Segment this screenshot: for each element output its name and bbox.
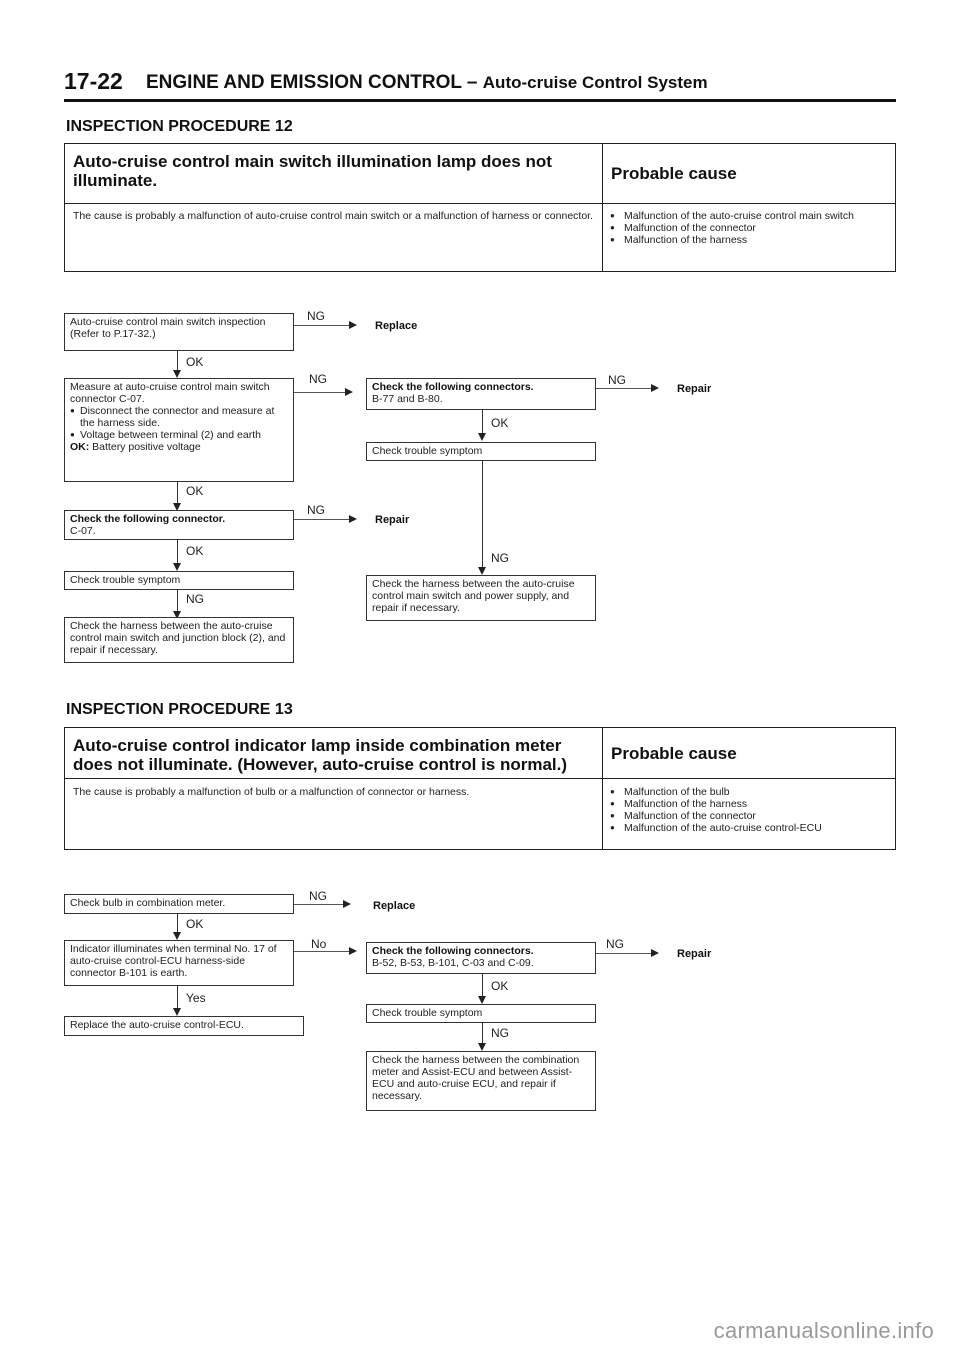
procedure-12-cause-list (610, 210, 890, 246)
arrow-down-icon (173, 932, 181, 940)
flow-connector (177, 590, 178, 612)
flow12-step1-ok-label: OK (186, 355, 204, 369)
flow13-right1-title: Check the following connectors. (372, 945, 534, 957)
procedure-13-symptom: Auto-cruise control indicator lamp inside combination meter does not illuminate. (However, auto-cruise control is normal.) (73, 736, 568, 774)
flow-connector (294, 392, 346, 393)
flow13-step3-box: Replace the auto-cruise control-ECU. (64, 1016, 304, 1036)
flow13-step2-no-label: No (311, 937, 327, 951)
page-number: 17-22 (64, 68, 123, 94)
flow12-right1-detail: B-77 and B-80. (372, 393, 443, 405)
flow12-step3-ng-label: NG (307, 503, 325, 517)
flow12-right3-box: Check the harness between the auto-cruise control main switch and power supply, and repair if necessary. (366, 575, 596, 621)
flow13-right2-box: Check trouble symptom (366, 1004, 596, 1023)
cause-item: ● Malfunction of the harness (610, 234, 890, 246)
flow12-step2-ok-label: OK (186, 484, 204, 498)
flow12-right2-box: Check trouble symptom (366, 442, 596, 461)
header-rule (64, 99, 896, 102)
flow13-right1-ng-label: NG (606, 937, 624, 951)
cause-item: ● Malfunction of the auto-cruise control main switch (610, 210, 890, 222)
cause-item: ● Malfunction of the harness (610, 798, 890, 810)
flow-connector (177, 986, 178, 1010)
title-separator: – (466, 72, 478, 93)
cause-item: ● Malfunction of the bulb (610, 786, 890, 798)
flow12-right1-box (366, 378, 596, 410)
ok-value: Battery positive voltage (92, 441, 201, 453)
flow12-step1-ng-label: NG (307, 309, 325, 323)
flow12-right1-ok-label: OK (491, 416, 509, 430)
flow13-right1-action: Repair (677, 948, 712, 960)
flow13-step1-box: Check bulb in combination meter. (64, 894, 294, 914)
flow-connector (482, 461, 483, 569)
arrow-down-icon (173, 563, 181, 571)
arrow-down-icon (478, 1043, 486, 1051)
arrow-down-icon (173, 370, 181, 378)
watermark: carmanualsonline.info (713, 1318, 934, 1343)
table-divider (65, 203, 895, 204)
page-title (146, 72, 708, 94)
arrow-right-icon (349, 321, 357, 329)
arrow-right-icon (343, 900, 351, 908)
flow-connector (294, 519, 350, 520)
flow-connector (294, 904, 344, 905)
procedure-12-probable-cause-heading: Probable cause (611, 164, 737, 183)
flow-connector (294, 951, 350, 952)
flow12-step2-bullet: ● Voltage between terminal (2) and earth (70, 429, 288, 441)
flow12-step5-box: Check the harness between the auto-cruise control main switch and junction block (2), and repair if necessary. (64, 617, 294, 663)
flow12-step2-ok-line (70, 441, 288, 453)
ok-label: OK: (70, 441, 90, 453)
flow13-right2-ng-label: NG (491, 1026, 509, 1040)
page-header (64, 60, 896, 100)
flow12-step3-action: Repair (375, 514, 410, 526)
flow12-step2-intro: Measure at auto-cruise control main switch connector C-07. (70, 381, 270, 405)
flow12-right1-ng-label: NG (608, 373, 626, 387)
flow13-step2-yes-label: Yes (186, 991, 206, 1005)
flow13-right1-box (366, 942, 596, 974)
flow12-step2-ng-label: NG (309, 372, 327, 386)
section-subtitle: Auto-cruise Control System (482, 73, 708, 92)
flow12-step3-box (64, 510, 294, 540)
flow13-right1-ok-label: OK (491, 979, 509, 993)
arrow-right-icon (651, 949, 659, 957)
table-divider (602, 144, 603, 271)
flow13-step1-ok-label: OK (186, 917, 204, 931)
flow-connector (294, 325, 350, 326)
flow12-right2-ng-label: NG (491, 551, 509, 565)
procedure-12-description: The cause is probably a malfunction of auto-cruise control main switch or a malfunction of harness or connector. (73, 210, 594, 222)
flow12-step3-ok-label: OK (186, 544, 204, 558)
cause-item: ● Malfunction of the connector (610, 810, 890, 822)
flow-connector (596, 953, 652, 954)
arrow-right-icon (349, 515, 357, 523)
flow12-step1-action: Replace (375, 320, 418, 332)
flow-connector (177, 351, 178, 371)
arrow-down-icon (478, 996, 486, 1004)
flow12-step3-title: Check the following connector. (70, 513, 226, 525)
procedure-13-cause-list (610, 786, 890, 834)
flow12-step1-box: Auto-cruise control main switch inspection (Refer to P.17-32.) (64, 313, 294, 351)
flow12-step4-ng-label: NG (186, 592, 204, 606)
flow13-step1-ng-label: NG (309, 889, 327, 903)
arrow-right-icon (345, 388, 353, 396)
flow-connector (177, 482, 178, 504)
arrow-down-icon (173, 1008, 181, 1016)
flow12-step4-box: Check trouble symptom (64, 571, 294, 590)
procedure-13-description: The cause is probably a malfunction of bulb or a malfunction of connector or harness. (73, 786, 470, 798)
arrow-right-icon (651, 384, 659, 392)
flow13-right1-detail: B-52, B-53, B-101, C-03 and C-09. (372, 957, 534, 969)
procedure-12-title: INSPECTION PROCEDURE 12 (66, 118, 293, 135)
arrow-down-icon (478, 567, 486, 575)
cause-item: ● Malfunction of the connector (610, 222, 890, 234)
procedure-13-probable-cause-heading: Probable cause (611, 744, 737, 763)
procedure-12-table (64, 143, 896, 272)
section-title: ENGINE AND EMISSION CONTROL (146, 72, 462, 93)
arrow-right-icon (349, 947, 357, 955)
table-divider (65, 778, 895, 779)
flow-connector (482, 974, 483, 998)
flow13-right3-box: Check the harness between the combination meter and Assist-ECU and between Assist-ECU and auto-cruise ECU, and repair if necessary. (366, 1051, 596, 1111)
arrow-down-icon (478, 433, 486, 441)
flow-connector (177, 914, 178, 934)
flow12-step2-bullet: ● Disconnect the connector and measure at the harness side. (70, 405, 288, 429)
flow-connector (596, 388, 652, 389)
procedure-12-symptom: Auto-cruise control main switch illumination lamp does not illuminate. (73, 152, 552, 190)
flow13-step2-box: Indicator illuminates when terminal No. 17 of auto-cruise control-ECU harness-side connector B-101 is earth. (64, 940, 294, 986)
procedure-13-title: INSPECTION PROCEDURE 13 (66, 701, 293, 718)
procedure-13-table (64, 727, 896, 850)
flow13-step1-action: Replace (373, 900, 416, 912)
flow12-step2-box (64, 378, 294, 482)
flow-connector (177, 540, 178, 564)
flow-connector (482, 1023, 483, 1045)
flow12-right1-title: Check the following connectors. (372, 381, 534, 393)
flow12-step3-detail: C-07. (70, 525, 96, 537)
table-divider (602, 728, 603, 849)
flow12-right1-action: Repair (677, 383, 712, 395)
cause-item: ● Malfunction of the auto-cruise control-ECU (610, 822, 890, 834)
